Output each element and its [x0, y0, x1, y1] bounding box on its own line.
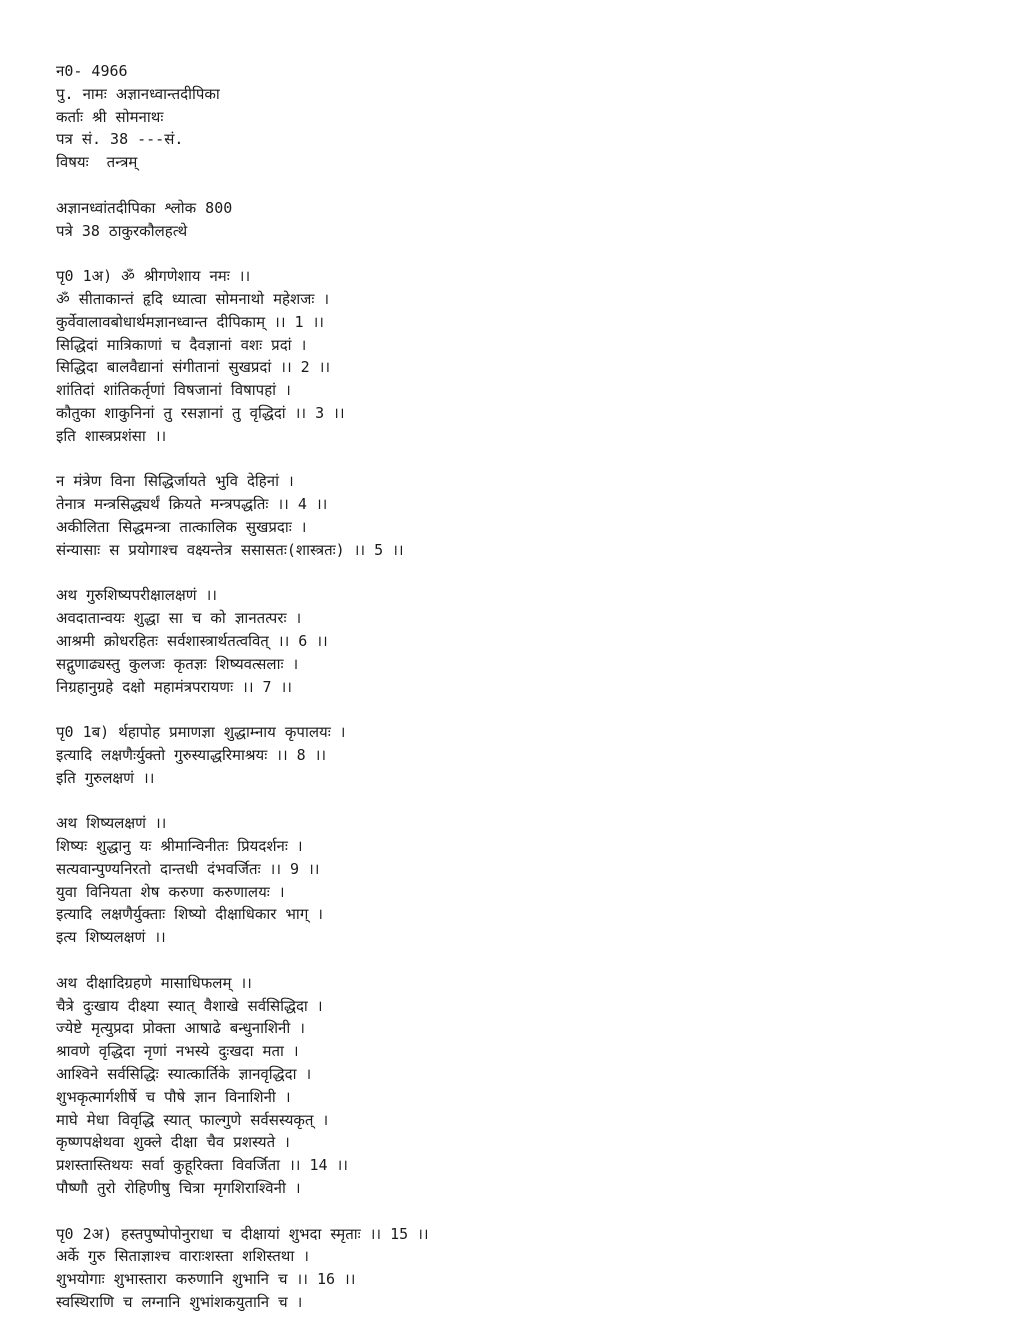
paragraph-gap [56, 448, 996, 471]
text-block [56, 972, 996, 1200]
text-block [56, 812, 996, 949]
text-block [56, 1223, 996, 1314]
text-line: कृष्णपक्षेथवा शुक्ले दीक्षा चैव प्रशस्यते । [56, 1133, 290, 1152]
text-block [56, 197, 996, 243]
text-line: अकीलिता सिद्धमन्त्रा तात्कालिक सुखप्रदाः । [56, 517, 307, 536]
text-line: पत्रे 38 ठाकुरकौलहत्थे [56, 221, 188, 240]
text-line: माघे मेधा विवृद्धि स्यात् फाल्गुणे सर्वसस्यकृत् । [56, 1110, 329, 1129]
text-line: श्रावणे वृद्धिदा नृणां नभस्ये दुःखदा मता । [56, 1042, 299, 1061]
text-line: इति शास्त्रप्रशंसा ।। [56, 426, 167, 445]
text-line: शुभकृत्मार्गशीर्षे च पौषे ज्ञान विनाशिनी । [56, 1087, 291, 1106]
text-line: निग्रहानुग्रहे दक्षो महामंत्रपरायणः ।। 7 ।। [56, 677, 292, 696]
text-line: पृ0 1अ) ॐ श्रीगणेशाय नमः ।। [56, 267, 251, 286]
text-block [56, 584, 996, 698]
text-line: कर्ताः श्री सोमनाथः [56, 107, 164, 126]
paragraph-gap [56, 562, 996, 585]
text-line: सिद्धिदा बालवैद्यानां संगीतानां सुखप्रदां ।। 2 ।। [56, 358, 331, 377]
paragraph-gap [56, 242, 996, 265]
paragraph-gap [56, 949, 996, 972]
text-line: चैत्रे दुःखाय दीक्ष्या स्यात् वैशाखे सर्वसिद्धिदा । [56, 996, 323, 1015]
text-line: प्रशस्तास्तिथयः सर्वा कुहूरिक्ता विवर्जिता ।। 14 ।। [56, 1156, 348, 1175]
text-line: स्वस्थिराणि च लग्नानि शुभांशकयुतानि च । [56, 1293, 303, 1312]
text-block [56, 721, 996, 789]
text-line: शिष्यः शुद्धानु यः श्रीमान्विनीतः प्रियदर्शनः । [56, 837, 303, 856]
text-line: अथ दीक्षादिग्रहणे मासाधिफलम् ।। [56, 973, 252, 992]
text-line: विषयः तन्त्रम् [56, 153, 138, 172]
paragraph-gap [56, 790, 996, 813]
text-line: पौष्णौ तुरो रोहिणीषु चित्रा मृगशिराश्विनी । [56, 1179, 301, 1198]
text-line: कौतुका शाकुनिनां तु रसज्ञानां तु वृद्धिदां ।। 3 ।। [56, 403, 345, 422]
text-line: इति गुरुलक्षणं ।। [56, 768, 155, 787]
text-line: सत्यवान्पुण्यनिरतो दान्तधी दंभवर्जितः ।। 9 ।। [56, 859, 320, 878]
text-block [56, 265, 996, 447]
text-line: इत्य शिष्यलक्षणं ।। [56, 928, 166, 947]
text-line: आश्विने सर्वसिद्धिः स्यात्कार्तिके ज्ञानवृद्धिदा । [56, 1065, 312, 1084]
text-line: युवा विनियता शेष करुणा करुणालयः । [56, 882, 285, 901]
text-line: पु. नामः अज्ञानध्वान्तदीपिका [56, 84, 220, 103]
text-line: संन्यासाः स प्रयोगाश्च वक्ष्यन्तेत्र ससासतः(शास्त्रतः) ।। 5 ।। [56, 540, 404, 559]
text-line: ॐ सीताकान्तं हृदि ध्यात्वा सोमनाथो महेशजः । [56, 289, 330, 308]
text-line: पत्र सं. 38 ---सं. [56, 130, 184, 149]
text-line: न मंत्रेण विना सिद्धिर्जायते भुवि देहिनां । [56, 472, 294, 491]
text-line: शांतिदां शांतिकर्तृणां विषजानां विषापहां । [56, 381, 291, 400]
text-block [56, 60, 996, 174]
text-line: इत्यादि लक्षणैःर्युक्तो गुरुस्याद्धरिमाश्रयः ।। 8 ।। [56, 745, 327, 764]
text-line: शुभयोगाः शुभास्तारा करुणानि शुभानि च ।। 16 ।। [56, 1270, 356, 1289]
text-line: पृ0 2अ) हस्तपुष्पोपोनुराधा च दीक्षायां शुभदा स्मृताः ।। 15 ।। [56, 1224, 429, 1243]
text-line: तेनात्र मन्त्रसिद्ध्यर्थं क्रियते मन्त्रपद्धतिः ।। 4 ।। [56, 495, 328, 514]
paragraph-gap [56, 698, 996, 721]
text-line: ज्येष्टे मृत्युप्रदा प्रोक्ता आषाढे बन्धुनाशिनी । [56, 1019, 305, 1038]
text-block [56, 470, 996, 561]
text-line: अथ गुरुशिष्यपरीक्षालक्षणं ।। [56, 586, 217, 605]
text-line: सद्गुणाढ्यस्तु कुलजः कृतज्ञः शिष्यवत्सलाः । [56, 654, 299, 673]
text-line: सिद्धिदां मात्रिकाणां च दैवज्ञानां वशः प्रदां । [56, 335, 307, 354]
text-line: अर्के गुरु सिताज्ञाश्च वाराःशस्ता शशिस्तथा । [56, 1247, 309, 1266]
paragraph-gap [56, 174, 996, 197]
text-line: अथ शिष्यलक्षणं ।। [56, 814, 167, 833]
text-line: कुर्वेवालावबोधार्थमज्ञानध्वान्त दीपिकाम् ।। 1 ।। [56, 312, 324, 331]
text-line: आश्रमी क्रोधरहितः सर्वशास्त्रार्थतत्ववित् ।। 6 ।। [56, 631, 328, 650]
text-line: पृ0 1ब) र्थहापोह प्रमाणज्ञा शुद्धाम्नाय कृपालयः । [56, 723, 346, 742]
text-line: इत्यादि लक्षणैर्युक्ताः शिष्यो दीक्षाधिकार भाग् । [56, 905, 323, 924]
text-line: न0- 4966 [56, 62, 128, 80]
paragraph-gap [56, 1200, 996, 1223]
manuscript-transcription [56, 60, 996, 1314]
text-line: अज्ञानध्वांतदीपिका श्लोक 800 [56, 198, 233, 217]
text-line: अवदातान्वयः शुद्धा सा च को ज्ञानतत्परः । [56, 609, 302, 628]
